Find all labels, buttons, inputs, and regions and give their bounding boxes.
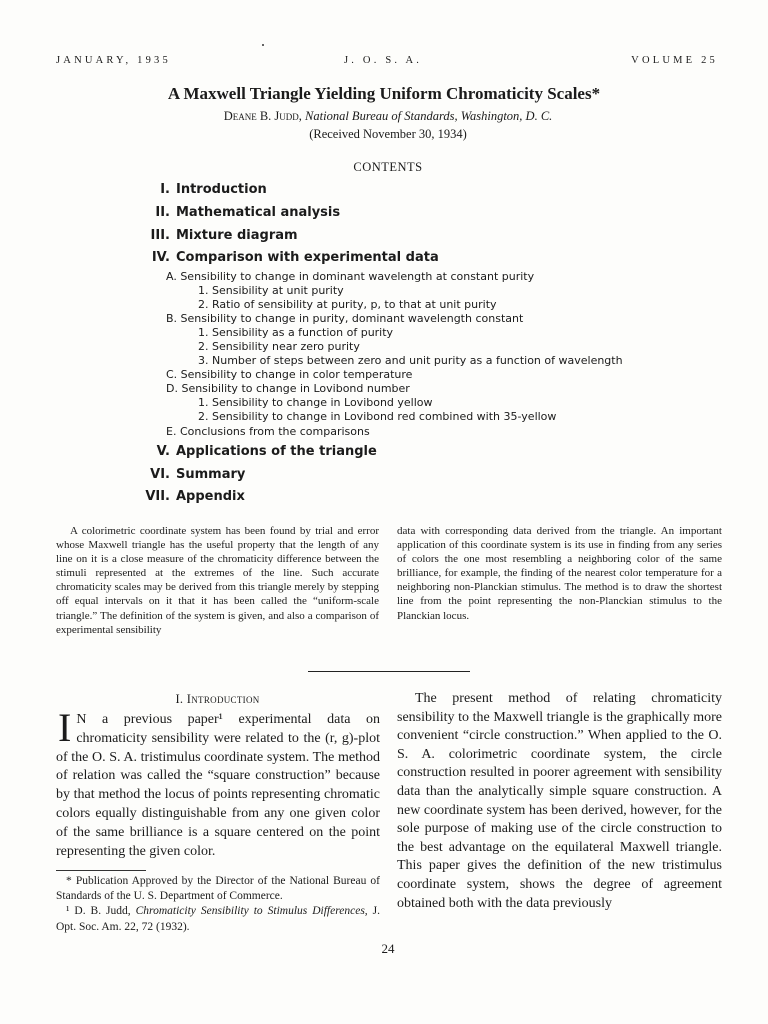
toc-subitem: 2. Sensibility near zero purity — [198, 340, 360, 353]
toc-subitem: 1. Sensibility as a function of purity — [198, 326, 394, 339]
footnote-one-rest: J. Opt. Soc. Am. 22, 72 (1932). — [56, 905, 381, 933]
author-first: Deane B. — [223, 109, 272, 123]
drop-cap: I — [58, 705, 72, 750]
toc-num: IV. — [151, 250, 170, 265]
author-line — [0, 109, 768, 124]
toc-num: II. — [155, 205, 170, 220]
toc-label: Mixture diagram — [176, 228, 298, 243]
author-last: Judd, — [274, 109, 302, 123]
intro-left-column — [56, 705, 380, 861]
toc-subitem: A. Sensibility to change in dominant wavelength at constant purity — [166, 270, 535, 283]
toc-subitem: D. Sensibility to change in Lovibond number — [166, 382, 410, 395]
toc-label: Introduction — [176, 182, 267, 197]
toc-subitem: B. Sensibility to change in purity, dominant wavelength constant — [166, 312, 524, 325]
toc-num: I. — [160, 182, 170, 197]
speck — [262, 44, 264, 46]
received-date: (Received November 30, 1934) — [309, 127, 467, 141]
toc-subitem: 2. Sensibility to change in Lovibond red combined with 35-yellow — [198, 410, 557, 423]
footnote-one-title: Chromaticity Sensibility to Stimulus Differences, — [135, 905, 368, 918]
toc-subitem: 2. Ratio of sensibility at purity, p, to that at unit purity — [198, 298, 497, 311]
toc-subitem: 1. Sensibility to change in Lovibond yellow — [198, 396, 433, 409]
abstract-right: data with corresponding data derived from the triangle. An important application of this coordinate system is its use in finding from any series of colors the one most resembling a neighboring color of the same brilliance, for example, the finding of the nearest color temperature for a neighboring non-Planckian stimulus. The method is to draw the shortest line from the point representing the non-Planckian stimulus to the Planckian locus. — [397, 525, 722, 622]
journal-abbrev: J. O. S. A. — [344, 55, 423, 66]
contents-heading: CONTENTS — [353, 160, 423, 174]
toc-subitem: C. Sensibility to change in color temperature — [166, 368, 413, 381]
toc-label: Applications of the triangle — [176, 444, 377, 459]
intro-left-text: N a previous paper¹ experimental data on chromaticity sensibility were related to the (r, g)-plot of the O. S. A. tristimulus coordinate system. The method of relation was called the “square construction” because by that method the locus of points representing chromatic colors equally distinguishable from any one given color of the same brilliance is a square centered on the point representing the given color. — [56, 712, 380, 859]
toc-subitem: 1. Sensibility at unit purity — [198, 284, 344, 297]
toc-label: Mathematical analysis — [176, 205, 341, 220]
abstract-left: A colorimetric coordinate system has been found by trial and error whose Maxwell triangle has the useful property that the length of any line on it is a close measure of the chromaticity difference between the stimuli represented at the extremes of the line. Such accurate chromaticity scales may be derived from this triangle merely by stepping off equal intervals on it that it has been called the “uniform-scale triangle.” The definition of the system is given, and also a comparison of experimental sensibility — [56, 525, 379, 636]
footnote-one — [56, 904, 380, 934]
toc-num: V. — [156, 444, 170, 459]
page-number: 24 — [381, 941, 395, 956]
toc-subitem: E. Conclusions from the comparisons — [166, 425, 370, 438]
footnote-star: * Publication Approved by the Director of the National Bureau of Standards of the U. S. Department of Commerce. — [56, 875, 380, 903]
toc-num: III. — [150, 228, 170, 243]
paper-title: A Maxwell Triangle Yielding Uniform Chromaticity Scales* — [167, 84, 601, 103]
intro-heading-label: Introduction — [186, 692, 260, 706]
toc-num: VI. — [150, 467, 170, 482]
toc-label: Summary — [176, 467, 246, 482]
toc-label: Appendix — [176, 489, 245, 504]
section-divider — [308, 671, 470, 672]
toc-label: Comparison with experimental data — [176, 250, 439, 265]
toc-subitem: 3. Number of steps between zero and unit purity as a function of wavelength — [198, 354, 623, 367]
journal-volume: VOLUME 25 — [631, 55, 718, 66]
footnote-rule — [56, 870, 146, 871]
footnotes — [56, 874, 380, 935]
intro-heading — [56, 692, 379, 707]
author-affiliation: National Bureau of Standards, Washington, D. C. — [305, 109, 553, 123]
intro-heading-num: I. — [175, 692, 184, 706]
journal-date: JANUARY, 1935 — [56, 55, 171, 66]
footnote-one-author: ¹ D. B. Judd, — [66, 905, 131, 918]
toc-num: VII. — [145, 489, 170, 504]
intro-right-column: The present method of relating chromaticity sensibility to the Maxwell triangle is the graphically more convenient “circle construction.” When applied to the O. S. A. colorimetric coordinate system, the circle construction resulted in poorer agreement with sensibility data than the analytically simple square construction. A new coordinate system has been derived, however, for the sole purpose of making use of the circle construction to the best advantage on the equilateral Maxwell triangle. This paper gives the definition of the new tristimulus coordinate system, shows the degree of agreement obtained both with the data previously — [397, 691, 722, 911]
